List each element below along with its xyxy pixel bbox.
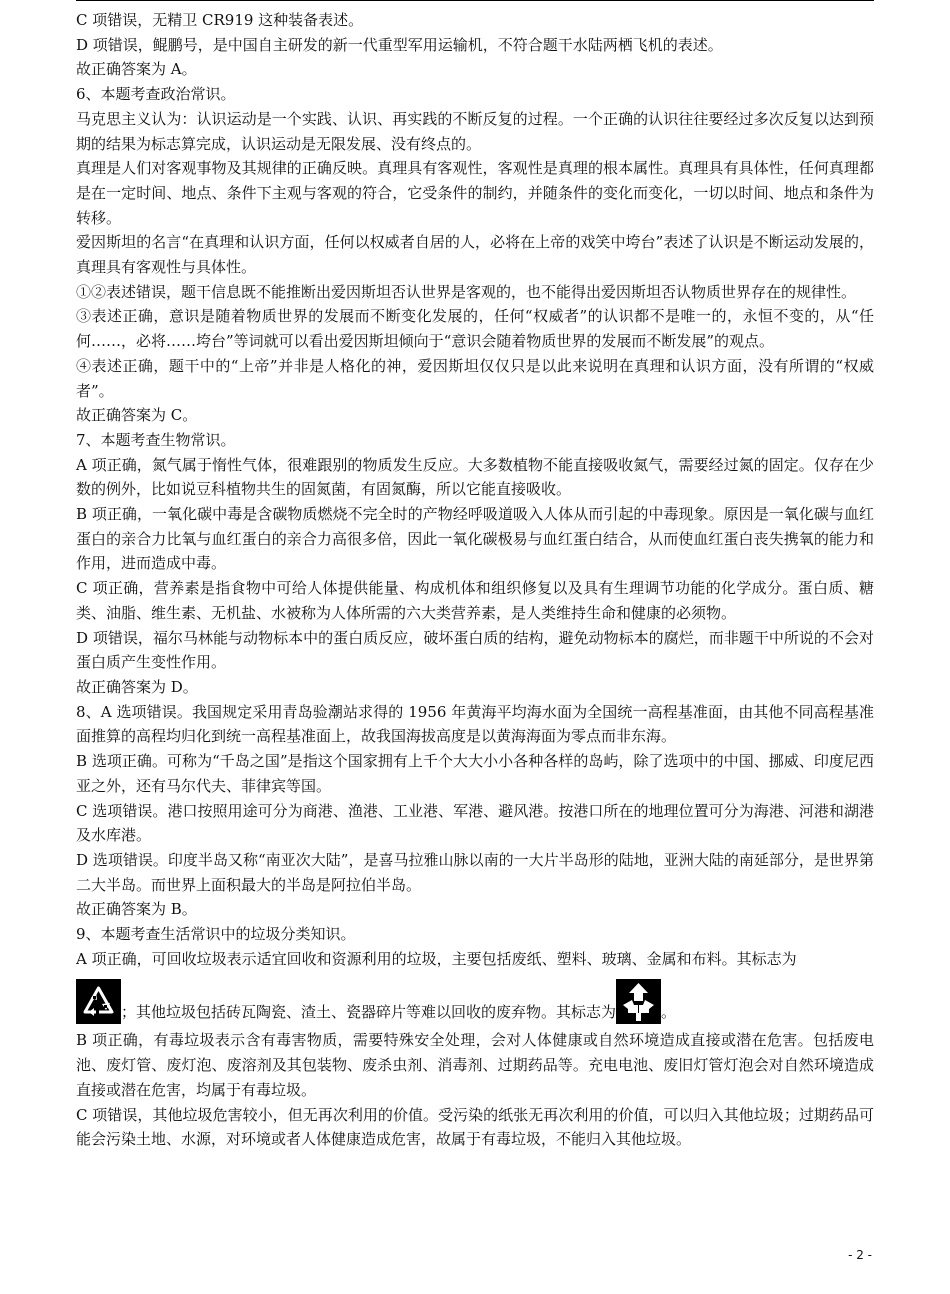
- paragraph: 马克思主义认为：认识运动是一个实践、认识、再实践的不断反复的过程。一个正确的认识往往要经过多次反复以达到预期的结果为标志算完成，认识运动是无限发展、没有终点的。: [76, 109, 874, 153]
- paragraph: C 项错误，其他垃圾危害较小，但无再次利用的价值。受污染的纸张无再次利用的价值，可以归入其他垃圾；过期药品可能会污染土地、水源，对环境或者人体健康造成危害，故属于有毒垃圾，不能归入其他垃圾。: [76, 1105, 874, 1149]
- paragraph: 爱因斯坦的名言“在真理和认识方面，任何以权威者自居的人，必将在上帝的戏笑中垮台”表述了认识是不断运动发展的，真理具有客观性与具体性。: [76, 233, 874, 277]
- answer-line: 故正确答案为 A。: [76, 60, 197, 79]
- answer-line: 故正确答案为 D。: [76, 677, 198, 696]
- paragraph: C 选项错误。港口按照用途可分为商港、渔港、工业港、军港、避风港。按港口所在的地理位置可分为海港、河港和湖港及水库港。: [76, 801, 874, 845]
- paragraph: ④表述正确，题干中的“上帝”并非是人格化的神，爱因斯坦仅仅只是以此来说明在真理和认识方面，没有所谓的“权威者”。: [76, 356, 874, 400]
- paragraph: C 项正确，营养素是指食物中可给人体提供能量、构成机体和组织修复以及具有生理调节功能的化学成分。蛋白质、糖类、油脂、维生素、无机盐、水被称为人体所需的六大类营养素，是人类维持生命和健康的必须物。: [76, 579, 874, 622]
- paragraph: D 项错误，福尔马林能与动物标本中的蛋白质反应，破坏蛋白质的结构，避免动物标本的腐烂，而非题干中所说的不会对蛋白质产生变性作用。: [76, 628, 874, 672]
- paragraph: A 项正确，氮气属于惰性气体，很难跟别的物质发生反应。大多数植物不能直接吸收氮气，需要经过氮的固定。仅存在少数的例外，比如说豆科植物共生的固氮菌，有固氮酶，所以它能直接吸收。: [76, 455, 874, 499]
- answer-line: 故正确答案为 C。: [76, 406, 198, 425]
- question-heading: 7、本题考查生物常识。: [76, 430, 236, 449]
- paragraph: ①②表述错误，题干信息既不能推断出爱因斯坦否认世界是客观的，也不能得出爱因斯坦否认物质世界存在的规律性。: [76, 282, 857, 301]
- paragraph: A 项正确，可回收垃圾表示适宜回收和资源利用的垃圾，主要包括废纸、塑料、玻璃、金属和布料。其标志为: [76, 949, 797, 968]
- header-rule: [76, 0, 874, 1]
- question-heading: 9、本题考查生活常识中的垃圾分类知识。: [76, 925, 356, 944]
- icon-line-end: 。: [661, 1003, 677, 1022]
- paragraph: ③表述正确，意识是随着物质世界的发展而不断变化发展的，任何“权威者”的认识都不是唯一的，永恒不变的，从“任何……，必将……垮台”等词就可以看出爱因斯坦倾向于“意识会随着物质世界的发展而不断发展”的观点。: [76, 307, 874, 351]
- paragraph: B 选项正确。可称为“千岛之国”是指这个国家拥有上千个大大小小各种各样的岛屿，除了选项中的中国、挪威、印度尼西亚之外，还有马尔代夫、菲律宾等国。: [76, 752, 874, 795]
- question-heading: 6、本题考查政治常识。: [76, 85, 236, 104]
- paragraph: 真理是人们对客观事物及其规律的正确反映。真理具有客观性，客观性是真理的根本属性。真理具有具体性，任何真理都是在一定时间、地点、条件下主观与客观的符合，它受条件的制约，并随条件的变化而变化，一切以时间、地点和条件为转移。: [76, 159, 874, 227]
- answer-line: 故正确答案为 B。: [76, 900, 197, 919]
- paragraph: C 项错误，无精卫 CR919 这种装备表述。: [76, 11, 364, 29]
- recycle-icon: [76, 979, 121, 1024]
- paragraph: D 项错误，鲲鹏号，是中国自主研发的新一代重型军用运输机，不符合题干水陆两栖飞机的表述。: [76, 35, 723, 54]
- paragraph: D 选项错误。印度半岛又称“南亚次大陆”，是喜马拉雅山脉以南的一大片半岛形的陆地，亚洲大陆的南延部分，是世界第二大半岛。而世界上面积最大的半岛是阿拉伯半岛。: [76, 850, 874, 894]
- document-body: [76, 8, 874, 1152]
- other-waste-icon: [616, 979, 661, 1024]
- paragraph: B 项正确，有毒垃圾表示含有毒害物质，需要特殊安全处理，会对人体健康或自然环境造成直接或潜在危害。包括废电池、废灯管、废灯泡、废溶剂及其包装物、废杀虫剂、消毒剂、过期药品等。充电电池、废旧灯管灯泡会对自然环境造成直接或潜在危害，均属于有毒垃圾。: [76, 1031, 874, 1099]
- paragraph: B 项正确，一氧化碳中毒是含碳物质燃烧不完全时的产物经呼吸道吸入人体从而引起的中毒现象。原因是一氧化碳与血红蛋白的亲合力比氧与血红蛋白的亲合力高很多倍，因此一氧化碳极易与血红蛋白结合，从而使血红蛋白丧失携氧的能力和作用，进而造成中毒。: [76, 505, 874, 573]
- icon-line-text: ；其他垃圾包括砖瓦陶瓷、渣土、瓷器碎片等难以回收的废弃物。其标志为: [121, 1003, 617, 1022]
- page-number: - 2 -: [848, 1248, 872, 1262]
- icon-line: [76, 974, 874, 1024]
- paragraph: 8、A 选项错误。我国规定采用青岛验潮站求得的 1956 年黄海平均海水面为全国统一高程基准面，由其他不同高程基准面推算的高程均归化到统一高程基准面上，故我国海拔高度是以黄海海面为零点而非东海。: [76, 702, 874, 746]
